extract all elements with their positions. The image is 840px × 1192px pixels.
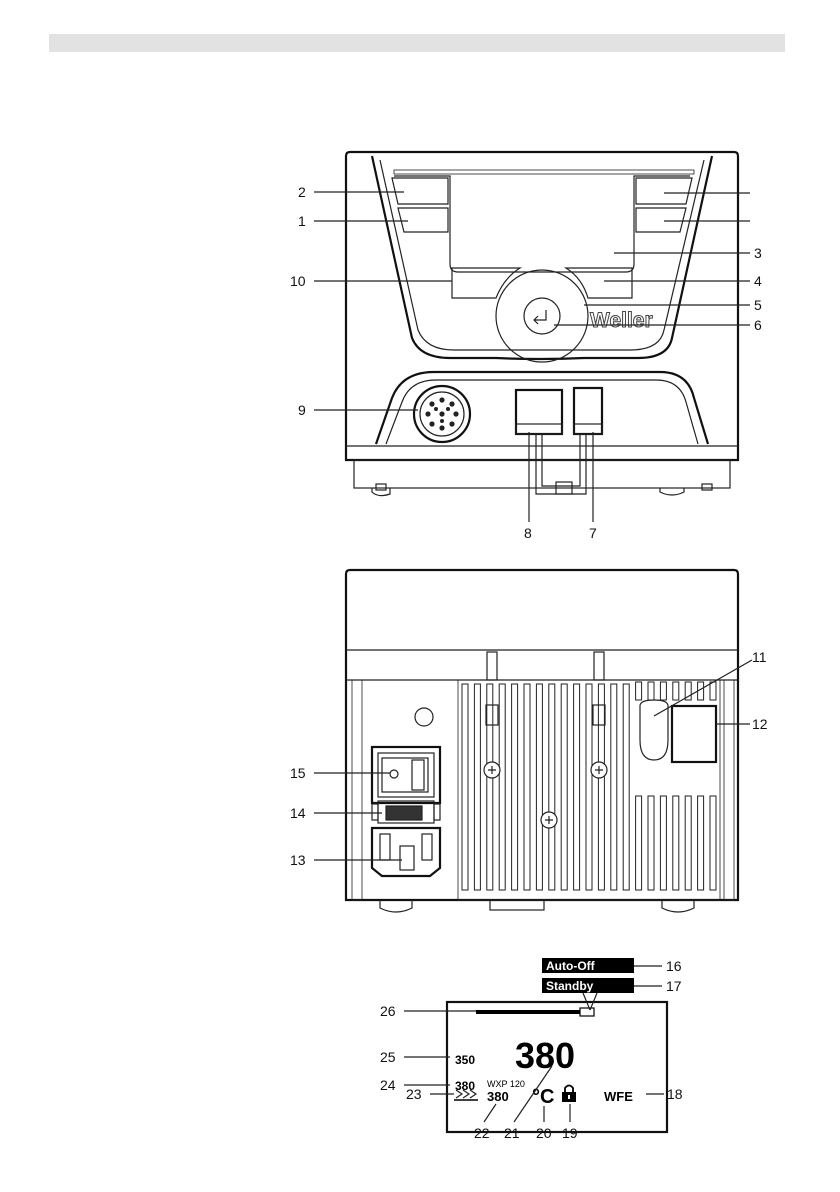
unit-celsius: °C [532,1086,555,1108]
vent-slot [648,796,654,890]
vent-slot [698,796,704,890]
callout-25: 25 [380,1049,396,1065]
callout-3: 3 [754,245,762,261]
display-view [447,958,667,1132]
tool-name: WXP 120 [487,1079,525,1089]
vent-slot [673,682,679,700]
callout-16: 16 [666,958,682,974]
vent-slot [636,682,642,700]
vent-slot [561,684,567,890]
vent-slot [536,684,542,890]
callout-1: 1 [298,213,306,229]
callout-14: 14 [290,805,306,821]
power-bar-fill [476,1010,580,1014]
power-bar-end [580,1008,594,1016]
callout-12: 12 [752,716,768,732]
set-value-350: 350 [455,1053,476,1067]
vent-slot [474,684,480,890]
set-value-380: 380 [455,1079,476,1093]
vent-slot [710,796,716,890]
vent-slot [586,684,592,890]
vent-slot [487,684,493,890]
callout-19: 19 [562,1125,578,1141]
vent-slot [636,796,642,890]
vent-slot [524,684,530,890]
vent-slot [549,684,555,890]
vent-slot [623,684,629,890]
callout-13: 13 [290,852,306,868]
callout-7: 7 [589,525,597,541]
tool-temperature: 380 [487,1089,509,1104]
front-view [346,152,738,496]
callout-17: 17 [666,978,682,994]
vent-slot [499,684,505,890]
callout-11: 11 [752,649,767,665]
vent-slot [462,684,468,890]
vent-slot [598,684,604,890]
callout-8: 8 [524,525,532,541]
vent-slot [574,684,580,890]
vent-slot [660,796,666,890]
callout-5: 5 [754,297,762,313]
callout-23: 23 [406,1086,422,1102]
vent-slot [648,682,654,700]
callout-20: 20 [536,1125,552,1141]
callout-4: 4 [754,273,762,289]
rear-view [346,570,738,912]
vent-slot [710,682,716,700]
callout-6: 6 [754,317,762,333]
callout-18: 18 [667,1086,683,1102]
callout-10: 10 [290,273,306,289]
vent-slot [685,796,691,890]
lock-icon [562,1086,576,1103]
callout-24: 24 [380,1077,396,1093]
vent-slot [611,684,617,890]
standby-label: Standby [546,979,594,993]
callout-26: 26 [380,1003,396,1019]
brand-logo: Weller [590,309,653,332]
tool-mode: WFE [604,1089,633,1104]
vent-slot [512,684,518,890]
auto-off-label: Auto-Off [546,959,595,973]
callout-2: 2 [298,184,306,200]
callout-21: 21 [504,1125,520,1141]
main-temperature: 380 [515,1035,576,1076]
vent-slot [673,796,679,890]
vent-slot [660,682,666,700]
callout-15: 15 [290,765,306,781]
callout-22: 22 [474,1125,490,1141]
callout-9: 9 [298,402,306,418]
